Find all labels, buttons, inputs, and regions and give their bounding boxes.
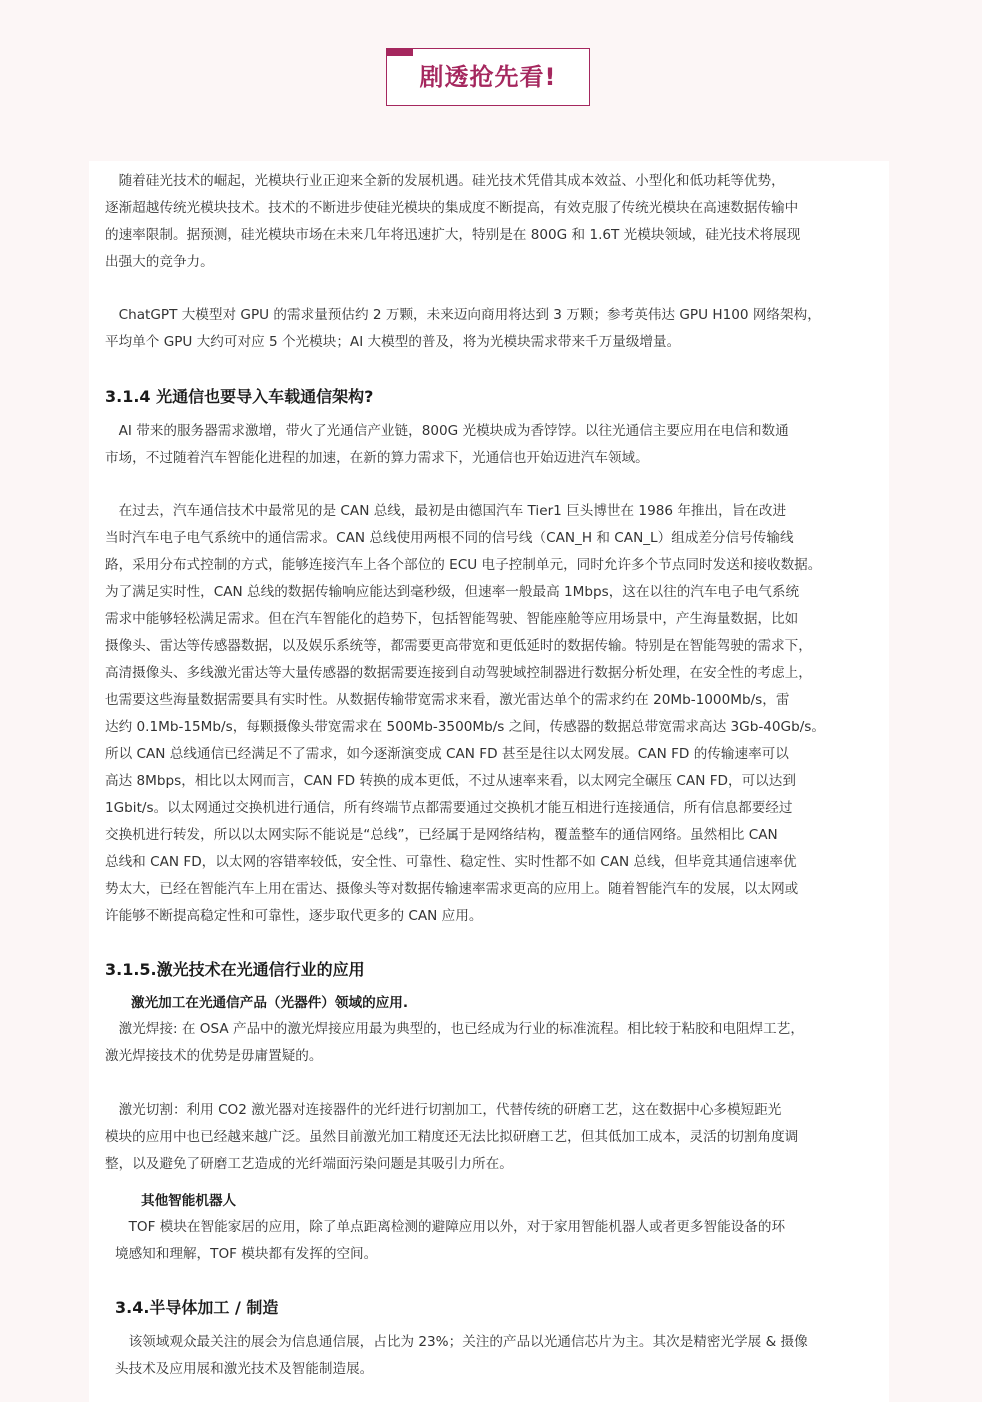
text-line: ChatGPT 大模型对 GPU 的需求量预估约 2 万颗，未来迈向商用将达到 3 万颗；参考英伟达 GPU H100 网络架构， <box>105 307 821 323</box>
text-line: 高达 8Mbps，相比以太网而言，CAN FD 转换的成本更低，不过从速率来看，以太网完全碾压 CAN FD，可以达到 <box>105 773 796 789</box>
text-line: 激光焊接: 在 OSA 产品中的激光焊接应用最为典型的，也已经成为行业的标准流程。相比较于粘胶和电阻焊工艺， <box>105 1021 804 1037</box>
text-line: 市场，不过随着汽车智能化进程的加速，在新的算力需求下，光通信也开始迈进汽车领域。 <box>105 450 649 466</box>
text-line: 逐渐超越传统光模块技术。技术的不断进步使硅光模块的集成度不断提高，有效克服了传统光模块在高速数据传输中 <box>105 200 799 216</box>
text-line: 许能够不断提高稳定性和可靠性，逐步取代更多的 CAN 应用。 <box>105 908 483 924</box>
text-line: 随着硅光技术的崛起，光模块行业正迎来全新的发展机遇。硅光技术凭借其成本效益、小型化和低功耗等优势， <box>105 173 785 189</box>
text-line: 该领域观众最关注的展会为信息通信展，占比为 23%；关注的产品以光通信芯片为主。其次是精密光学展 & 摄像 <box>115 1334 808 1350</box>
text-line: 1Gbit/s。以太网通过交换机进行通信，所有终端节点都需要通过交换机才能互相进行连接通信，所有信息都要经过 <box>105 800 793 816</box>
text-line: 路，采用分布式控制的方式，能够连接汽车上各个部位的 ECU 电子控制单元，同时允许多个节点同时发送和接收数据。 <box>105 557 822 573</box>
text-line: 激光切割：利用 CO2 激光器对连接器件的光纤进行切割加工，代替传统的研磨工艺，这在数据中心多模短距光 <box>105 1102 782 1118</box>
text-line: 交换机进行转发，所以以太网实际不能说是“总线”，已经属于是网络结构，覆盖整车的通信网络。虽然相比 CAN <box>105 827 778 843</box>
text-line: 为了满足实时性，CAN 总线的数据传输响应能达到毫秒级，但速率一般最高 1Mbps，这在以往的汽车电子电气系统 <box>105 584 800 600</box>
text-line: 总线和 CAN FD，以太网的容错率较低，安全性、可靠性、稳定性、实时性都不如 CAN 总线，但毕竟其通信速率优 <box>105 854 797 870</box>
text-line: 高清摄像头、多线激光雷达等大量传感器的数据需要连接到自动驾驶域控制器进行数据分析处理，在安全性的考虑上， <box>105 665 812 681</box>
text-line: 达约 0.1Mb-15Mb/s，每颗摄像头带宽需求在 500Mb-3500Mb/s 之间，传感器的数据总带宽需求高达 3Gb-40Gb/s。 <box>105 719 825 735</box>
preview-banner <box>386 48 590 106</box>
text-line: 需求中能够轻松满足需求。但在汽车智能化的趋势下，包括智能驾驶、智能座舱等应用场景中，产生海量数据，比如 <box>105 611 799 627</box>
subsection-heading: 激光加工在光通信产品（光器件）领域的应用. <box>131 995 409 1011</box>
text-line: 平均单个 GPU 大约可对应 5 个光模块；AI 大模型的普及，将为光模块需求带来千万量级增量。 <box>105 334 681 350</box>
text-line: 所以 CAN 总线通信已经满足不了需求，如今逐渐演变成 CAN FD 甚至是往以太网发展。CAN FD 的传输速率可以 <box>105 746 789 762</box>
document-page <box>89 161 889 1402</box>
text-line: 出强大的竞争力。 <box>105 254 214 270</box>
text-line: 激光焊接技术的优势是毋庸置疑的。 <box>105 1048 323 1064</box>
text-line: 头技术及应用展和激光技术及智能制造展。 <box>115 1361 374 1377</box>
text-line: 当时汽车电子电气系统中的通信需求。CAN 总线使用两根不同的信号线（CAN_H 和 CAN_L）组成差分信号传输线 <box>105 530 794 546</box>
text-line: 境感知和理解，TOF 模块都有发挥的空间。 <box>115 1246 378 1262</box>
banner-accent-bar <box>386 48 413 56</box>
text-line: 摄像头、雷达等传感器数据，以及娱乐系统等，都需要更高带宽和更低延时的数据传输。特别是在智能驾驶的需求下， <box>105 638 812 654</box>
text-line: AI 带来的服务器需求激增，带火了光通信产业链，800G 光模块成为香饽饽。以往光通信主要应用在电信和数通 <box>105 423 789 439</box>
section-heading: 3.4.半导体加工 / 制造 <box>115 1298 279 1317</box>
text-line: 的速率限制。据预测，硅光模块市场在未来几年将迅速扩大，特别是在 800G 和 1.6T 光模块领域，硅光技术将展现 <box>105 227 801 243</box>
text-line: TOF 模块在智能家居的应用，除了单点距离检测的避障应用以外，对于家用智能机器人或者更多智能设备的环 <box>115 1219 786 1235</box>
banner-title: 剧透抢先看! <box>419 63 557 91</box>
section-heading: 3.1.4 光通信也要导入车载通信架构? <box>105 387 374 406</box>
text-line: 势太大，已经在智能汽车上用在雷达、摄像头等对数据传输速率需求更高的应用上。随着智能汽车的发展，以太网或 <box>105 881 799 897</box>
section-heading: 3.1.5.激光技术在光通信行业的应用 <box>105 960 365 979</box>
subsection-heading: 其他智能机器人 <box>141 1193 237 1209</box>
text-line: 模块的应用中也已经越来越广泛。虽然目前激光加工精度还无法比拟研磨工艺，但其低加工成本，灵活的切割角度调 <box>105 1129 799 1145</box>
text-line: 也需要这些海量数据需要具有实时性。从数据传输带宽需求来看，激光雷达单个的需求约在 20Mb-1000Mb/s，雷 <box>105 692 790 708</box>
text-line: 在过去，汽车通信技术中最常见的是 CAN 总线，最初是由德国汽车 Tier1 巨头博世在 1986 年推出，旨在改进 <box>105 503 787 519</box>
text-line: 整，以及避免了研磨工艺造成的光纤端面污染问题是其吸引力所在。 <box>105 1156 513 1172</box>
